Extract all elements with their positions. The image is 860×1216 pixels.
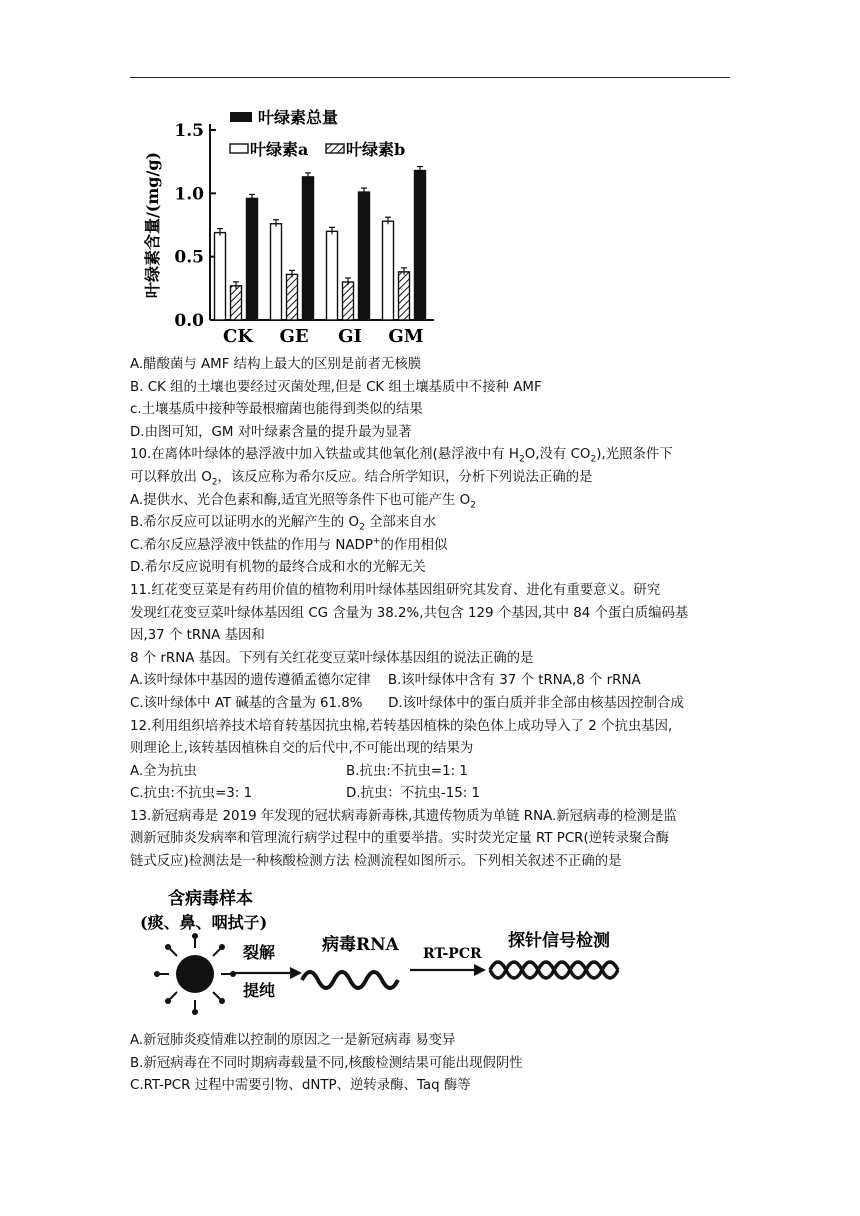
bar-GE-叶绿素a <box>271 224 282 320</box>
x-tick-label: GE <box>279 326 309 347</box>
q11-stem-line3: 因,37 个 tRNA 基因和 <box>130 628 265 644</box>
q9-option-d: D.由图可知，GM 对叶绿素含量的提升最为显著 <box>130 424 412 440</box>
q12-stem-line1: 12.利用组织培养技术培育转基因抗虫棉,若转基因植株的染色体上成功导入了 2 个抗虫基因, <box>130 718 673 734</box>
y-tick-label: 0.5 <box>174 247 204 268</box>
chlorophyll-chart <box>142 100 442 350</box>
q9-option-a: A.醋酸菌与 AMF 结构上最大的区别是前者无核膜 <box>130 357 422 372</box>
flow-svg <box>130 876 650 1036</box>
legend-label-b: 叶绿素b <box>346 140 406 159</box>
step1-bottom-label: 提纯 <box>243 981 276 1000</box>
q13-stem-line2: 测新冠肺炎发病率和管理流行病学过程中的重要举措。实时荧光定量 RT PCR(逆转录聚合酶 <box>130 831 670 847</box>
detection-flow-diagram <box>130 876 650 1036</box>
legend-label-a: 叶绿素a <box>250 140 309 159</box>
bar-GM-叶绿素a <box>383 221 394 320</box>
q9-option-c: c.土壤基质中接种等最根瘤菌也能得到类似的结果 <box>130 402 423 418</box>
q10-option-a: A.提供水、光合色素和酶,适宜光照等条件下也可能产生 $O_2$ <box>130 492 476 511</box>
rna-label: 病毒RNA <box>322 935 399 955</box>
legend-swatch-a <box>230 144 248 153</box>
bar-CK-叶绿素b <box>231 286 242 320</box>
legend-swatch-b <box>326 144 344 153</box>
bar-GI-叶绿素b <box>343 282 354 320</box>
q10-stem-line2: 可以释放出 $O_2$，该反应称为希尔反应。结合所学知识，分析下列说法正确的是 <box>130 469 593 488</box>
sample-label-line1: 含病毒样本 <box>168 889 253 909</box>
x-tick-label: CK <box>223 326 253 347</box>
q9-option-b: B. CK 组的土壤也要经过灭菌处理,但是 CK 组土壤基质中不接种 AMF <box>130 379 542 395</box>
q11-stem-line4: 8 个 rRNA 基因。下列有关红花变豆菜叶绿体基因组的说法正确的是 <box>130 650 534 666</box>
q10-option-b: B.希尔反应可以证明水的光解产生的 $O_2$ 全部来自水 <box>130 515 437 533</box>
q11-stem-line2: 发现红花变豆菜叶绿体基因组 CG 含量为 38.2%,共包含 129 个基因,其中 84 个蛋白质编码基 <box>130 605 689 621</box>
question-13-options <box>130 1030 740 1098</box>
q11-option-c: C.该叶绿体中 AT 碱基的含量为 61.8% <box>130 695 363 711</box>
x-tick-label: GM <box>388 326 424 347</box>
bar-CK-叶绿素a <box>215 233 226 320</box>
bar-GI-叶绿素总量 <box>359 192 370 320</box>
q12-option-d: D.抗虫：不抗虫-15: 1 <box>346 786 481 802</box>
y-axis-label: 叶绿素含量/(mg/g) <box>143 151 162 299</box>
arrow-right-icon <box>234 967 302 979</box>
q11-option-b: B.该叶绿体中含有 37 个 tRNA,8 个 rRNA <box>387 673 641 689</box>
chart-svg <box>142 100 442 350</box>
legend-label-total: 叶绿素总量 <box>258 108 339 127</box>
detect-label: 探针信号检测 <box>508 931 610 951</box>
y-tick-label: 1.5 <box>174 121 204 141</box>
sample-label-line2: (痰、鼻、咽拭子) <box>140 913 268 932</box>
q12-stem-line2: 则理论上,该转基因植株自交的后代中,不可能出现的结果为 <box>130 741 474 757</box>
q12-options-cd <box>130 783 740 806</box>
q13-option-a: A.新冠肺炎疫情难以控制的原因之一是新冠病毒 易变异 <box>130 1033 456 1048</box>
q11-options-ab <box>130 670 740 693</box>
q13-option-c: C.RT-PCR 过程中需要引物、dNTP、逆转录酶、Taq 酶等 <box>130 1078 471 1094</box>
bar-GE-叶绿素b <box>287 274 298 320</box>
rtpcr-label: RT-PCR <box>423 946 482 962</box>
bar-GM-叶绿素b <box>399 272 410 320</box>
q10-stem-line1: 10.在离体叶绿体的悬浮液中加入铁盐或其他氧化剂(悬浮液中有 $H_2O$,没有 $CO_2$),光照条件下 <box>130 447 673 466</box>
y-tick-label: 0.0 <box>174 311 204 331</box>
q11-stem-line1: 11.红花变豆菜是有药用价值的植物利用叶绿体基因组研究其发育、进化有重要意义。研究 <box>130 582 661 598</box>
bar-GE-叶绿素总量 <box>303 177 314 320</box>
q12-option-c: C.抗虫:不抗虫=3: 1 <box>130 786 253 802</box>
q13-stem-line3: 链式反应)检测法是一种核酸检测方法 检测流程如图所示。下列相关叙述不正确的是 <box>130 854 622 870</box>
question-text <box>130 354 740 874</box>
q10-option-c: C.希尔反应悬浮液中铁盐的作用与 NADP+的作用相似 <box>130 536 448 553</box>
rna-strand-icon <box>302 972 398 988</box>
q11-options-cd <box>130 693 740 716</box>
q11-option-a: A.该叶绿体中基因的遗传遵循孟德尔定律 <box>130 673 371 689</box>
q12-option-b: B.抗虫:不抗虫=1: 1 <box>346 763 468 779</box>
bar-CK-叶绿素总量 <box>247 198 258 320</box>
q11-option-d: D.该叶绿体中的蛋白质并非全部由核基因控制合成 <box>388 695 684 711</box>
virus-icon <box>154 933 236 1015</box>
q13-stem-line1: 13.新冠病毒是 2019 年发现的冠状病毒新毒株,其遗传物质为单链 RNA.新冠病毒的检测是监 <box>130 808 677 824</box>
q13-option-b: B.新冠病毒在不同时期病毒载量不同,核酸检测结果可能出现假阴性 <box>130 1055 523 1071</box>
bar-GI-叶绿素a <box>327 231 338 320</box>
arrow-right-icon <box>410 964 486 976</box>
header-rule <box>130 77 730 78</box>
legend-swatch-total <box>230 112 252 122</box>
q12-option-a: A.全为抗虫 <box>130 763 197 779</box>
q12-options-ab <box>130 761 740 784</box>
dna-double-helix-icon <box>490 962 618 978</box>
bar-GM-叶绿素总量 <box>415 171 426 320</box>
q10-option-d: D.希尔反应说明有机物的最终合成和水的光解无关 <box>130 560 426 576</box>
step1-top-label: 裂解 <box>243 943 276 962</box>
x-tick-label: GI <box>338 326 362 347</box>
y-tick-label: 1.0 <box>174 184 204 205</box>
